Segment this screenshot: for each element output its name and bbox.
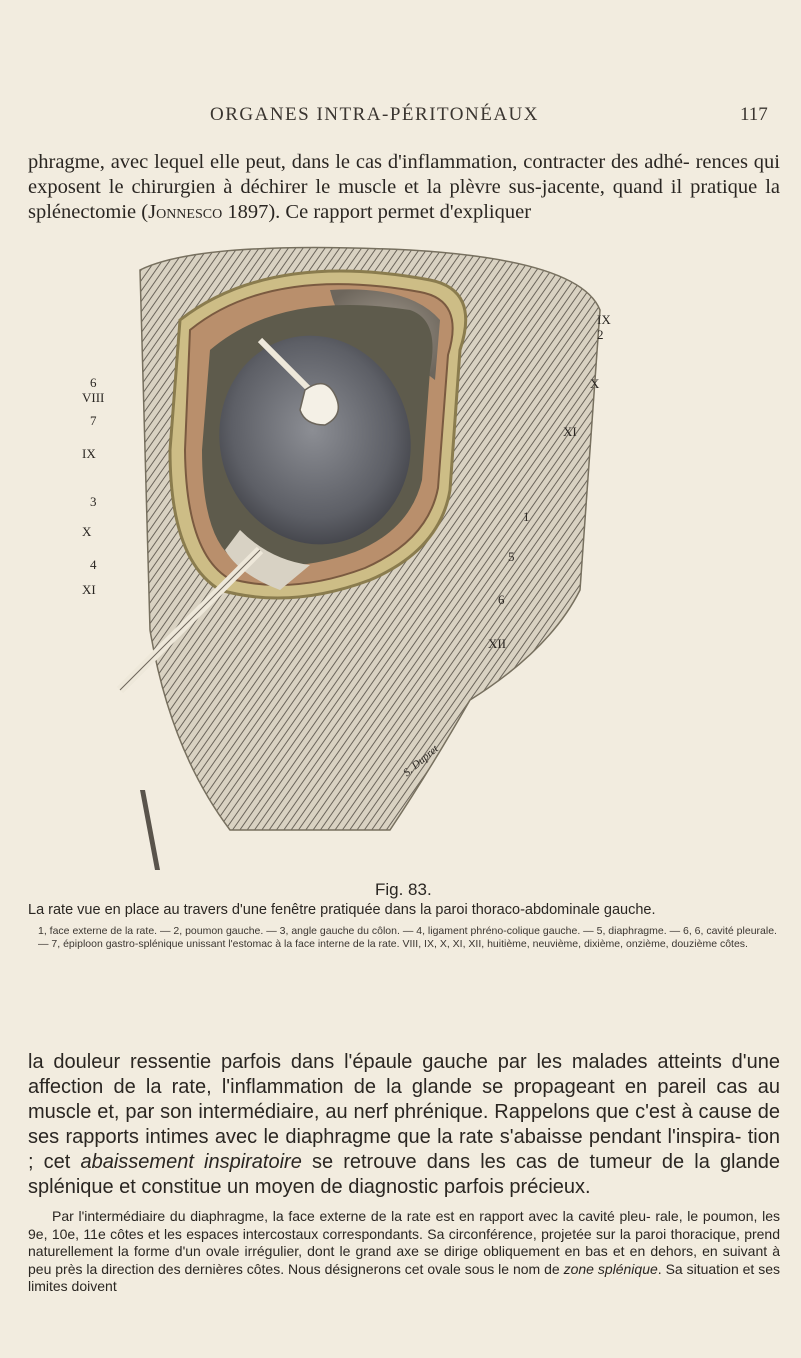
figure-label-right-5: 5 [508, 549, 515, 564]
spleen-illustration [110, 230, 630, 890]
figure-label-left-x: X [82, 524, 92, 539]
figure-label-right-6: 6 [498, 592, 505, 607]
figure-label-left-3: 3 [90, 494, 97, 509]
paragraph-1-text-b: 1897). Ce rapport permet d'expliquer [222, 201, 532, 223]
paragraph-1-text-a: phragme, avec lequel elle peut, dans le cas d'inflammation, contracter des adhé- rences qui exposent le chirurgien à déchirer le muscle et la plèvre sus-jacente, quand il pratique la splénectomie ( [28, 151, 780, 223]
figure-label-left-ix: IX [82, 446, 96, 461]
figure-label-right-ix: IX [597, 312, 611, 327]
running-header [0, 104, 801, 130]
arrow-icon [140, 790, 160, 870]
figure-label-left-4: 4 [90, 557, 97, 572]
figure-label-right-x: X [590, 376, 600, 391]
paragraph-2 [28, 1050, 780, 1200]
page-number: 117 [740, 104, 768, 125]
anatomical-figure [82, 230, 630, 890]
paragraph-2-text-b: se retrouve dans les cas de tumeur de la glande splénique et constitue un moyen de diagnostic parfois précieux. [28, 1151, 780, 1198]
figure-number: Fig. 83. [375, 880, 432, 899]
illustrator-signature: S. Dupret [401, 742, 441, 780]
figure-label-left-xi: XI [82, 582, 96, 597]
figure-label-left-7: 7 [90, 413, 97, 428]
running-title: ORGANES INTRA-PÉRITONÉAUX [210, 104, 540, 125]
figure-legend: 1, face externe de la rate. — 2, poumon gauche. — 3, angle gauche du côlon. — 4, ligament phréno-colique gauche. — 5, diaphragme. — 6, 6, cavité pleurale. — 7, épiploon gastro-splénique unissant l'estomac à la face interne de la rate. VIII, IX, X, XI, XII, huitième, neuvième, dixième, onzième, douzième côtes. [38, 925, 777, 950]
paragraph-1 [28, 150, 780, 225]
figure-caption: La rate vue en place au travers d'une fenêtre pratiquée dans la paroi thoraco-abdominale gauche. [28, 902, 656, 918]
paragraph-2-emphasis: abaissement inspiratoire [80, 1151, 302, 1173]
paragraph-2-text-a: la douleur ressentie parfois dans l'épaule gauche par les malades atteints d'une affection de la rate, l'inflammation de la glande se propageant en pareil cas au muscle et, par son intermédiaire, au nerf phrénique. Rappelons que c'est à cause de ses rapports intimes avec le diaphragme que la rate s'abaisse pendant l'inspira- tion ; cet [28, 1051, 780, 1173]
paragraph-3 [28, 1208, 780, 1296]
figure-label-right-2: 2 [597, 327, 604, 342]
figure-label-left-6: 6 [90, 375, 97, 390]
figure-label-left-viii: VIII [82, 390, 105, 405]
figure-label-right-xi: XI [563, 424, 577, 439]
paragraph-3-text-a: Par l'intermédiaire du diaphragme, la face externe de la rate est en rapport avec la cavité pleu- rale, le poumon, les 9e, 10e, 11e côtes et les espaces intercostaux correspondants. Sa circonférence, projetée sur la paroi thoracique, prend naturellement la forme d'un ovale irrégulier, dont le grand axe se dirige obliquement en bas et en dehors, en suivant à peu près la direction des dernières côtes. Nous désignerons cet ovale sous le nom de [28, 1208, 780, 1277]
paragraph-3-text-b: . Sa situation et ses limites doivent [28, 1260, 781, 1295]
figure-label-right-1: 1 [523, 509, 530, 524]
paragraph-3-emphasis: zone splénique [563, 1260, 658, 1277]
figure-label-right-xii: XII [488, 636, 507, 651]
clamp-head [300, 384, 338, 425]
author-name: Jonnesco [148, 201, 223, 223]
